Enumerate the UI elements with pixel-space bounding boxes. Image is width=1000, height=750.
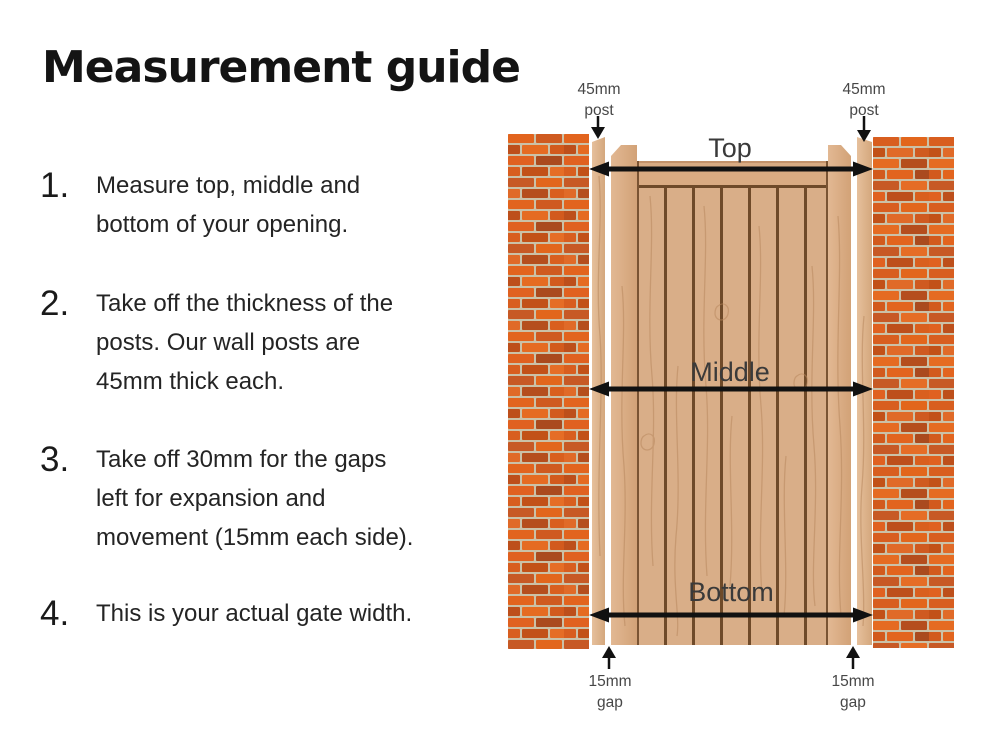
bottom-measure-label: Bottom xyxy=(688,577,774,607)
left-gap-arrow-icon xyxy=(602,646,616,669)
right-gap-label: 15mm gap xyxy=(831,673,875,711)
left-post-label: 45mm post xyxy=(577,81,621,119)
step-number: 3. xyxy=(40,440,70,479)
right-brick-pillar xyxy=(873,137,954,648)
right-post-label: 45mm post xyxy=(842,81,886,119)
step-number: 4. xyxy=(40,594,70,633)
instruction-step xyxy=(40,166,360,244)
page-title: Measurement guide xyxy=(42,42,520,93)
step-number: 1. xyxy=(40,166,70,205)
right-gap-arrow-icon xyxy=(846,646,860,669)
gate-body xyxy=(637,161,828,645)
step-number: 2. xyxy=(40,284,70,323)
step-text: Take off 30mm for the gaps left for expansion and movement (15mm each side). xyxy=(96,446,414,551)
step-text: Take off the thickness of the posts. Our wall posts are 45mm thick each. xyxy=(96,290,394,395)
bottom-width-arrow-icon xyxy=(587,606,875,624)
left-brick-pillar xyxy=(508,134,589,649)
left-gap-label: 15mm gap xyxy=(588,673,632,711)
instruction-step xyxy=(40,440,413,557)
instruction-step xyxy=(40,284,393,401)
step-text: This is your actual gate width. xyxy=(96,600,413,627)
instruction-step xyxy=(40,594,412,633)
top-measure-label: Top xyxy=(708,133,752,163)
step-text: Measure top, middle and bottom of your opening. xyxy=(96,172,361,238)
middle-measure-label: Middle xyxy=(690,357,770,387)
